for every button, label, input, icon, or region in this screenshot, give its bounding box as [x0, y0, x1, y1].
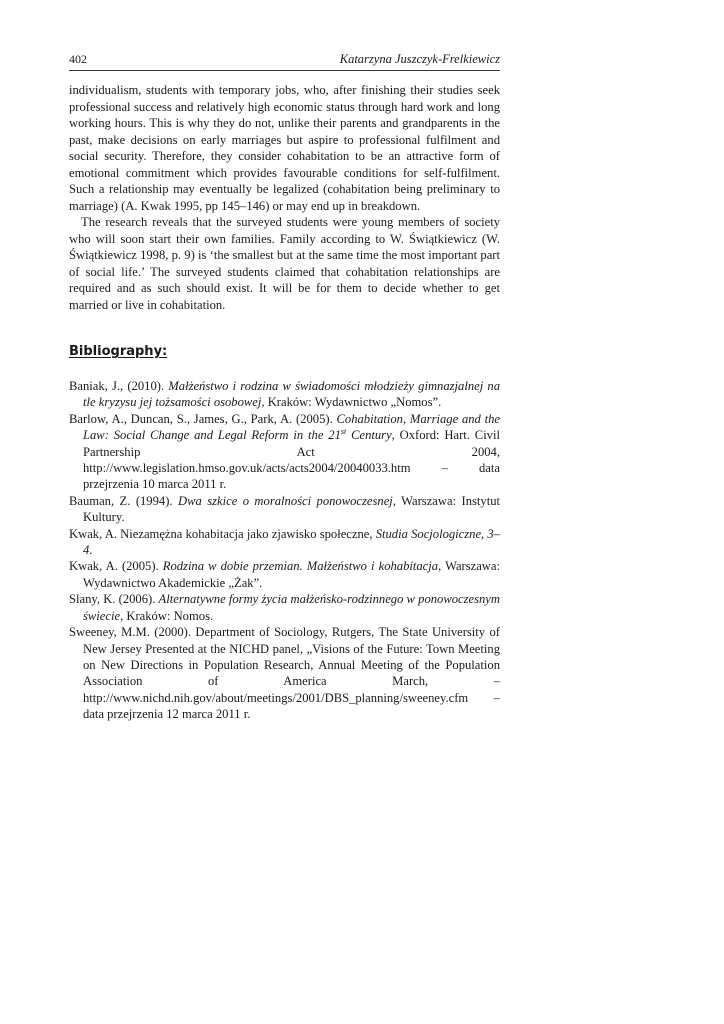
bibliography-entry: Barlow, A., Duncan, S., James, G., Park, A. (2005). Cohabitation, Marriage and the Law: Social Change and Legal Reform in the 21st Century, Oxford: Hart. Civil Partnership Act 2004, http://www.legislation.hmso.gov.uk/acts/acts2004/20040033.htm – data przejrzenia 10 marca 2011 r. [69, 411, 500, 492]
bibliography-list [69, 378, 500, 723]
running-header [69, 52, 500, 71]
page-number: 402 [69, 52, 87, 66]
paragraph: The research reveals that the surveyed students were young members of society who will soon start their own families. Family according to W. Świątkiewicz (W. Świątkiewicz 1998, p. 9) is ‘the smallest but at the same time the most important part of social life.’ The surveyed students claimed that cohabitation relationships are required and as such should exist. It will be for them to decide whether to get married or live in cohabitation. [69, 215, 500, 312]
paragraph: individualism, students with temporary jobs, who, after finishing their studies seek professional success and relatively high economic status through hard work and long working hours. This is why they do not, unlike their parents and grandparents in the past, make decisions on early marriages but aspire to professional fulfilment and social security. Therefore, they consider cohabitation to be an attractive form of emotional commitment which provides favourable conditions for self-fulfilment. Such a relationship may eventually be legalized (cohabitation being preliminary to marriage) (A. Kwak 1995, pp 145–146) or may end up in breakdown. [69, 83, 500, 213]
bibliography-heading: Bibliography: [69, 344, 168, 359]
bibliography-entry: Sweeney, M.M. (2000). Department of Sociology, Rutgers, The State University of New Jersey Presented at the NICHD panel, „Visions of the Future: Town Meeting on New Directions in Population Research, Annual Meeting of the Population Association of America March, – http://www.nichd.nih.gov/about/meetings/2001/DBS_planning/sweeney.cfm – data przejrzenia 12 marca 2011 r. [69, 625, 500, 722]
bibliography-entry: Kwak, A. (2005). Rodzina w dobie przemian. Małżeństwo i kohabitacja, Warszawa: Wydawnictwo Akademickie „Żak”. [69, 559, 500, 590]
running-author: Katarzyna Juszczyk-Frelkiewicz [339, 52, 500, 66]
body-text [69, 82, 500, 313]
bibliography-entry: Bauman, Z. (1994). Dwa szkice o moralności ponowoczesnej, Warszawa: Instytut Kultury. [69, 493, 500, 525]
bibliography-entry: Slany, K. (2006). Alternatywne formy życia małżeńsko-rodzinnego w ponowoczesnym świecie, Kraków: Nomos. [69, 592, 500, 623]
bibliography-entry: Baniak, J., (2010). Małżeństwo i rodzina w świadomości młodzieży gimnazjalnej na tle kryzysu jej tożsamości osobowej, Kraków: Wydawnictwo „Nomos”. [69, 379, 501, 410]
bibliography-entry: Kwak, A. Niezamężna kohabitacja jako zjawisko społeczne, Studia Socjologiczne, 3–4. [69, 526, 500, 558]
